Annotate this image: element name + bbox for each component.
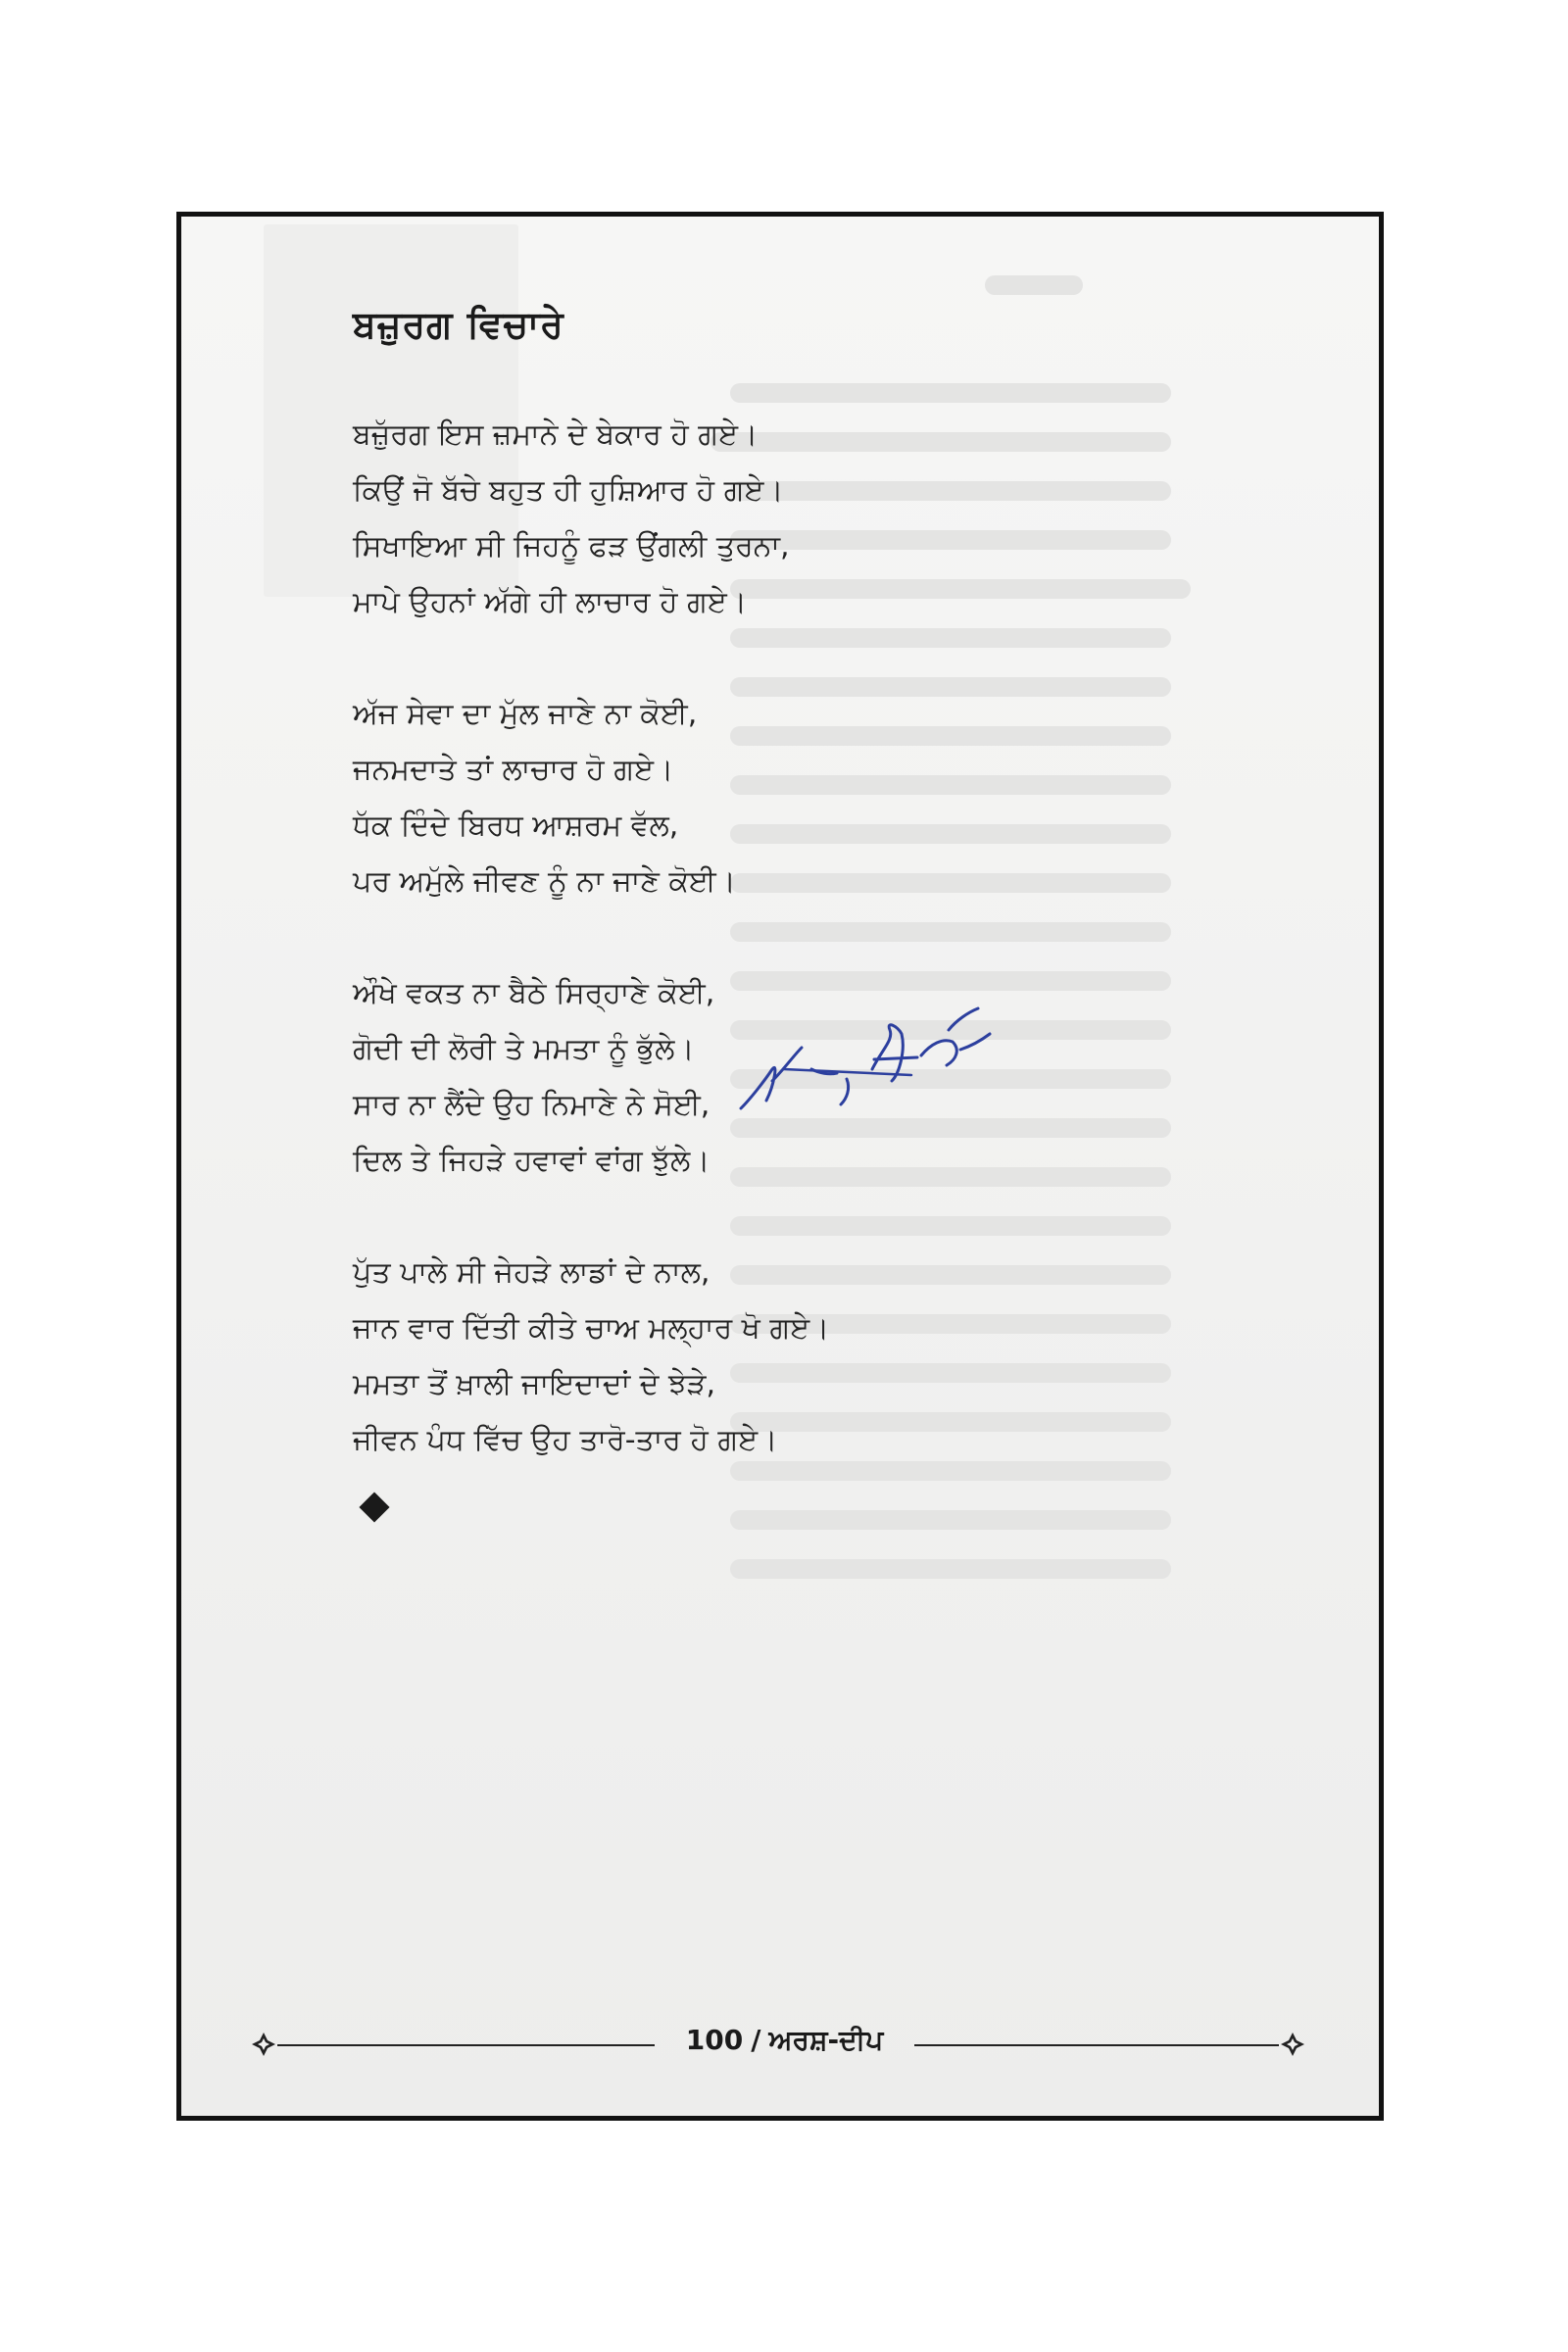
poem-line: ਸਾਰ ਨਾ ਲੈਂਦੇ ਉਹ ਨਿਮਾਣੇ ਨੇ ਸੋਈ, bbox=[353, 1088, 710, 1122]
poem-line: ਸਿਖਾਇਆ ਸੀ ਜਿਹਨੂੰ ਫੜ ਉਂਗਲੀ ਤੁਰਨਾ, bbox=[353, 529, 790, 564]
ornament-icon bbox=[250, 2031, 277, 2058]
page-footer bbox=[250, 2018, 1306, 2073]
poem-line: ਜੀਵਨ ਪੰਧ ਵਿੱਚ ਉਹ ਤਾਰੋ-ਤਾਰ ਹੋ ਗਏ। bbox=[353, 1423, 778, 1457]
poem-line: ਪਰ ਅਮੁੱਲੇ ਜੀਵਣ ਨੂੰ ਨਾ ਜਾਣੇ ਕੋਈ। bbox=[353, 864, 736, 899]
poem-line: ਬਜ਼ੁੱਰਗ ਇਸ ਜ਼ਮਾਨੇ ਦੇ ਬੇਕਾਰ ਹੋ ਗਏ। bbox=[353, 417, 759, 452]
poem-line: ਦਿਲ ਤੇ ਜਿਹੜੇ ਹਵਾਵਾਂ ਵਾਂਗ ਝੁੱਲੇ। bbox=[353, 1144, 710, 1178]
page-number: 100 bbox=[685, 2024, 744, 2056]
poem-line: ਅੱਜ ਸੇਵਾ ਦਾ ਮੁੱਲ ਜਾਣੇ ਨਾ ਕੋਈ, bbox=[353, 697, 698, 731]
ornament-icon bbox=[1279, 2031, 1306, 2058]
poem-body bbox=[353, 407, 1254, 1524]
book-page bbox=[176, 212, 1384, 2121]
stanza bbox=[353, 686, 1254, 909]
footer-rule bbox=[277, 2044, 655, 2046]
folio bbox=[655, 2024, 914, 2057]
book-title: ਅਰਸ਼-ਦੀਪ bbox=[768, 2024, 884, 2056]
poem-line: ਮਾਪੇ ਉਹਨਾਂ ਅੱਗੇ ਹੀ ਲਾਚਾਰ ਹੋ ਗਏ। bbox=[353, 585, 748, 619]
poem-line: ਜਾਨ ਵਾਰ ਦਿੱਤੀ ਕੀਤੇ ਚਾਅ ਮਲ੍ਹਾਰ ਖੋ ਗਏ। bbox=[353, 1311, 830, 1346]
folio-separator: / bbox=[751, 2024, 761, 2056]
stanza bbox=[353, 1245, 1254, 1468]
stanza bbox=[353, 407, 1254, 630]
poem-line: ਕਿਉਂ ਜੋ ਬੱਚੇ ਬਹੁਤ ਹੀ ਹੁਸ਼ਿਆਰ ਹੋ ਗਏ। bbox=[353, 473, 784, 508]
poem-line: ਗੋਦੀ ਦੀ ਲੋਰੀ ਤੇ ਮਮਤਾ ਨੂੰ ਭੁੱਲੇ। bbox=[353, 1032, 695, 1066]
poem-line: ਧੱਕ ਦਿੰਦੇ ਬਿਰਧ ਆਸ਼ਰਮ ਵੱਲ, bbox=[353, 808, 679, 843]
footer-rule bbox=[914, 2044, 1279, 2046]
poem-line: ਔਖੇ ਵਕਤ ਨਾ ਬੈਠੇ ਸਿਰ੍ਹਾਣੇ ਕੋਈ, bbox=[353, 976, 715, 1010]
handwritten-signature bbox=[725, 991, 1049, 1128]
poem-line: ਪੁੱਤ ਪਾਲੇ ਸੀ ਜੇਹੜੇ ਲਾਡਾਂ ਦੇ ਨਾਲ, bbox=[353, 1255, 710, 1290]
poem-line: ਜਨਮਦਾਤੇ ਤਾਂ ਲਾਚਾਰ ਹੋ ਗਏ। bbox=[353, 753, 674, 787]
poem-title: ਬਜ਼ੁਰਗ ਵਿਚਾਰੇ bbox=[353, 303, 564, 346]
poem-line: ਮਮਤਾ ਤੋਂ ਖ਼ਾਲੀ ਜਾਇਦਾਦਾਂ ਦੇ ਝੇੜੇ, bbox=[353, 1367, 715, 1401]
